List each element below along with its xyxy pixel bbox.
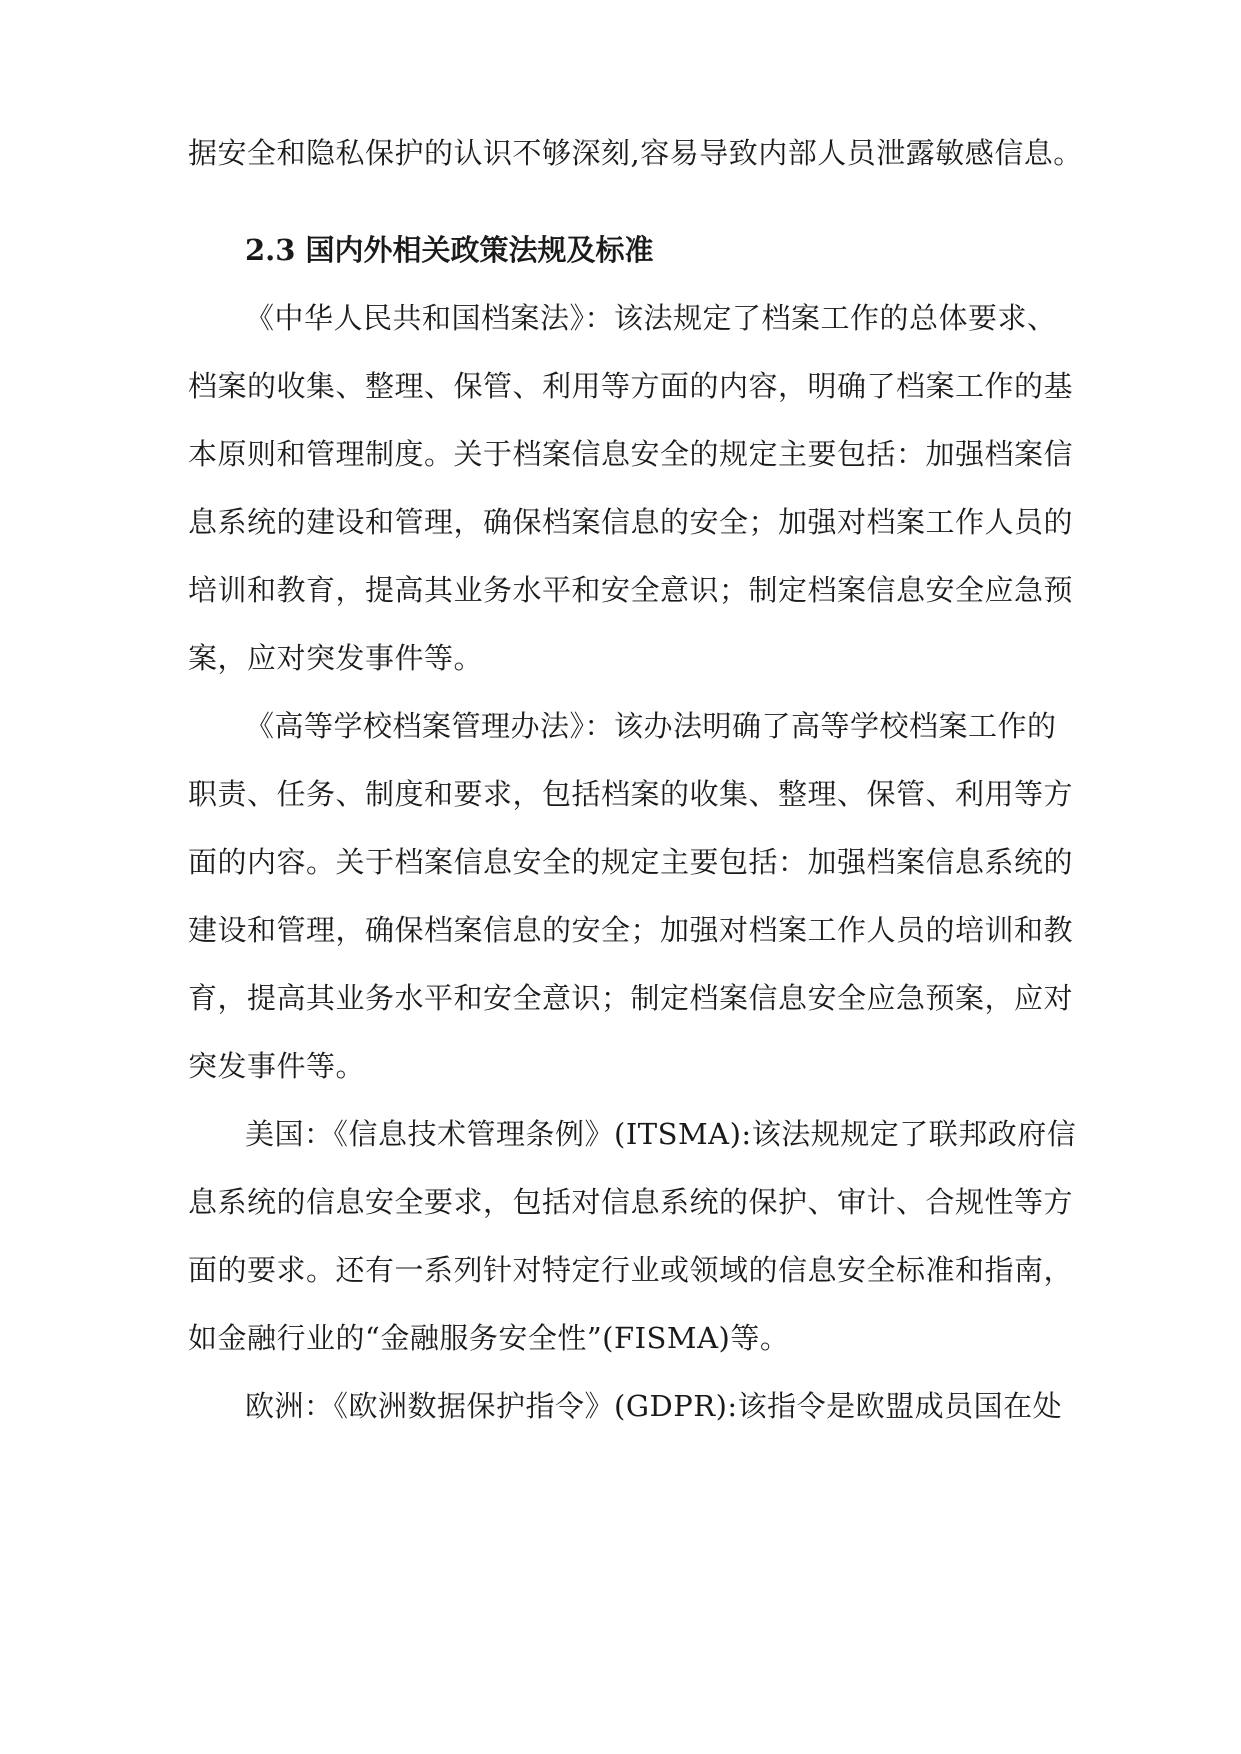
- paragraph-line: 职责、任务、制度和要求，包括档案的收集、整理、保管、利用等方: [188, 777, 1074, 811]
- paragraph-line: 档案的收集、整理、保管、利用等方面的内容，明确了档案工作的基: [188, 369, 1074, 403]
- paragraph-line: 育，提高其业务水平和安全意识；制定档案信息安全应急预案，应对: [188, 981, 1074, 1015]
- section-heading: 2.3 国内外相关政策法规及标准: [245, 233, 654, 267]
- paragraph-line: 美国：《信息技术管理条例》(ITSMA):该法规规定了联邦政府信: [245, 1117, 1077, 1151]
- paragraph-line: 息系统的信息安全要求，包括对信息系统的保护、审计、合规性等方: [188, 1185, 1074, 1219]
- paragraph-line: 面的内容。关于档案信息安全的规定主要包括：加强档案信息系统的: [188, 845, 1074, 879]
- paragraph-line: 本原则和管理制度。关于档案信息安全的规定主要包括：加强档案信: [188, 437, 1074, 471]
- paragraph-line: 案，应对突发事件等。: [188, 641, 484, 675]
- paragraph-line: 据安全和隐私保护的认识不够深刻,容易导致内部人员泄露敏感信息。: [188, 136, 1083, 170]
- paragraph-line: 突发事件等。: [188, 1049, 366, 1083]
- paragraph-line: 培训和教育，提高其业务水平和安全意识；制定档案信息安全应急预: [188, 573, 1074, 607]
- paragraph-line: 建设和管理，确保档案信息的安全；加强对档案工作人员的培训和教: [188, 913, 1074, 947]
- paragraph-line: 《高等学校档案管理办法》：该办法明确了高等学校档案工作的: [245, 709, 1057, 743]
- paragraph-line: 《中华人民共和国档案法》：该法规定了档案工作的总体要求、: [245, 301, 1057, 335]
- paragraph-line: 如金融行业的“金融服务安全性”(FISMA)等。: [188, 1321, 790, 1355]
- paragraph-line: 面的要求。还有一系列针对特定行业或领域的信息安全标准和指南，: [188, 1253, 1074, 1287]
- paragraph-line: 欧洲：《欧洲数据保护指令》(GDPR):该指令是欧盟成员国在处: [245, 1389, 1063, 1423]
- paragraph-line: 息系统的建设和管理，确保档案信息的安全；加强对档案工作人员的: [188, 505, 1074, 539]
